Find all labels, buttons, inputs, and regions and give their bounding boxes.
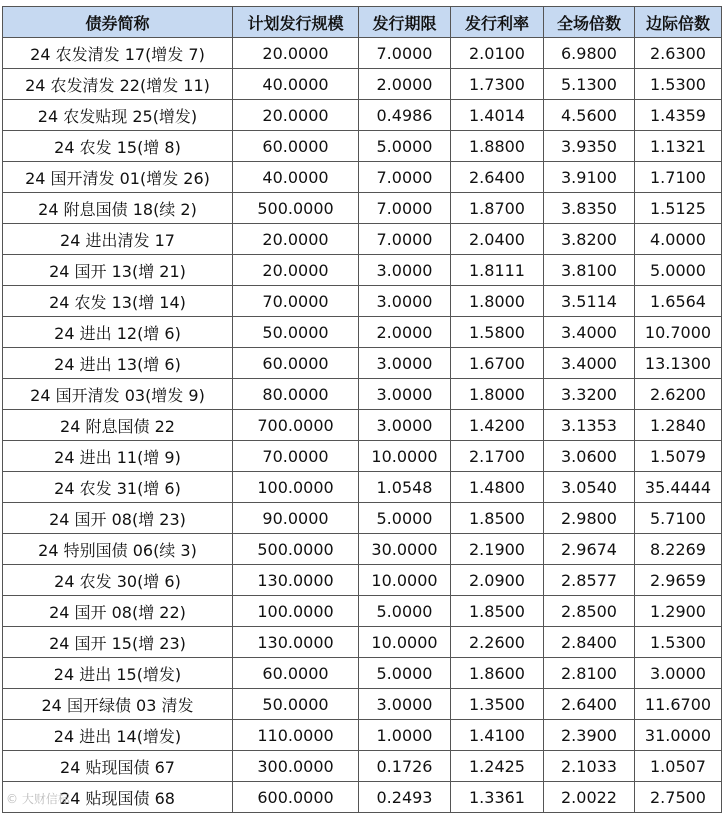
cell-marginal-multiple: 5.0000	[635, 255, 722, 286]
cell-overall-multiple: 3.1353	[544, 410, 635, 441]
cell-issue-rate: 1.8800	[451, 131, 544, 162]
table-row	[3, 472, 722, 503]
cell-bond-name: 24 特别国债 06(续 3)	[3, 534, 233, 565]
table-row	[3, 503, 722, 534]
cell-planned-issue-size: 60.0000	[233, 658, 359, 689]
cell-bond-name: 24 附息国债 18(续 2)	[3, 193, 233, 224]
table-body	[3, 38, 722, 813]
cell-overall-multiple: 4.5600	[544, 100, 635, 131]
cell-issue-term: 30.0000	[359, 534, 451, 565]
cell-overall-multiple: 2.9674	[544, 534, 635, 565]
header-overall-multiple: 全场倍数	[544, 7, 635, 38]
cell-issue-rate: 2.0100	[451, 38, 544, 69]
cell-overall-multiple: 2.1033	[544, 751, 635, 782]
cell-issue-term: 3.0000	[359, 348, 451, 379]
cell-issue-term: 5.0000	[359, 596, 451, 627]
cell-issue-rate: 1.8000	[451, 379, 544, 410]
cell-planned-issue-size: 130.0000	[233, 627, 359, 658]
cell-issue-term: 7.0000	[359, 162, 451, 193]
cell-marginal-multiple: 1.1321	[635, 131, 722, 162]
table-row	[3, 38, 722, 69]
cell-issue-term: 0.1726	[359, 751, 451, 782]
table-row	[3, 689, 722, 720]
cell-issue-rate: 1.4100	[451, 720, 544, 751]
table-row	[3, 410, 722, 441]
cell-bond-name: 24 国开 13(增 21)	[3, 255, 233, 286]
cell-overall-multiple: 2.8400	[544, 627, 635, 658]
cell-overall-multiple: 2.6400	[544, 689, 635, 720]
cell-planned-issue-size: 100.0000	[233, 472, 359, 503]
cell-planned-issue-size: 80.0000	[233, 379, 359, 410]
cell-issue-term: 10.0000	[359, 627, 451, 658]
cell-bond-name: 24 进出 14(增发)	[3, 720, 233, 751]
cell-issue-rate: 1.4014	[451, 100, 544, 131]
cell-overall-multiple: 3.0540	[544, 472, 635, 503]
table-row	[3, 286, 722, 317]
table-header	[3, 7, 722, 38]
cell-issue-rate: 2.0400	[451, 224, 544, 255]
cell-issue-term: 5.0000	[359, 131, 451, 162]
cell-planned-issue-size: 20.0000	[233, 224, 359, 255]
cell-bond-name: 24 贴现国债 67	[3, 751, 233, 782]
table-row	[3, 100, 722, 131]
cell-issue-term: 0.2493	[359, 782, 451, 813]
cell-planned-issue-size: 50.0000	[233, 317, 359, 348]
table-row	[3, 69, 722, 100]
cell-issue-term: 5.0000	[359, 658, 451, 689]
cell-planned-issue-size: 110.0000	[233, 720, 359, 751]
cell-issue-rate: 2.6400	[451, 162, 544, 193]
cell-overall-multiple: 3.3200	[544, 379, 635, 410]
cell-issue-term: 3.0000	[359, 689, 451, 720]
cell-marginal-multiple: 1.2840	[635, 410, 722, 441]
cell-overall-multiple: 3.4000	[544, 348, 635, 379]
cell-planned-issue-size: 20.0000	[233, 255, 359, 286]
cell-marginal-multiple: 1.6564	[635, 286, 722, 317]
cell-issue-rate: 1.7300	[451, 69, 544, 100]
cell-bond-name: 24 进出 11(增 9)	[3, 441, 233, 472]
cell-marginal-multiple: 1.5079	[635, 441, 722, 472]
cell-issue-term: 1.0000	[359, 720, 451, 751]
cell-marginal-multiple: 8.2269	[635, 534, 722, 565]
cell-bond-name: 24 农发贴现 25(增发)	[3, 100, 233, 131]
table-row	[3, 627, 722, 658]
cell-marginal-multiple: 10.7000	[635, 317, 722, 348]
cell-marginal-multiple: 5.7100	[635, 503, 722, 534]
cell-bond-name: 24 农发 30(增 6)	[3, 565, 233, 596]
cell-marginal-multiple: 4.0000	[635, 224, 722, 255]
cell-marginal-multiple: 1.5300	[635, 69, 722, 100]
cell-issue-term: 2.0000	[359, 69, 451, 100]
cell-issue-rate: 2.2600	[451, 627, 544, 658]
cell-planned-issue-size: 40.0000	[233, 162, 359, 193]
cell-planned-issue-size: 20.0000	[233, 38, 359, 69]
table-row	[3, 441, 722, 472]
cell-marginal-multiple: 2.6200	[635, 379, 722, 410]
cell-planned-issue-size: 500.0000	[233, 193, 359, 224]
cell-overall-multiple: 3.8200	[544, 224, 635, 255]
cell-bond-name: 24 贴现国债 68	[3, 782, 233, 813]
cell-bond-name: 24 国开 08(增 22)	[3, 596, 233, 627]
cell-issue-rate: 1.2425	[451, 751, 544, 782]
cell-planned-issue-size: 130.0000	[233, 565, 359, 596]
cell-marginal-multiple: 1.4359	[635, 100, 722, 131]
cell-bond-name: 24 进出 13(增 6)	[3, 348, 233, 379]
cell-planned-issue-size: 100.0000	[233, 596, 359, 627]
cell-bond-name: 24 国开 08(增 23)	[3, 503, 233, 534]
cell-overall-multiple: 3.8100	[544, 255, 635, 286]
cell-marginal-multiple: 11.6700	[635, 689, 722, 720]
cell-planned-issue-size: 60.0000	[233, 131, 359, 162]
cell-overall-multiple: 2.8100	[544, 658, 635, 689]
table-row	[3, 317, 722, 348]
cell-issue-term: 7.0000	[359, 38, 451, 69]
cell-marginal-multiple: 1.5300	[635, 627, 722, 658]
cell-bond-name: 24 国开清发 01(增发 26)	[3, 162, 233, 193]
cell-overall-multiple: 3.5114	[544, 286, 635, 317]
cell-issue-term: 3.0000	[359, 379, 451, 410]
cell-issue-term: 0.4986	[359, 100, 451, 131]
table-row	[3, 131, 722, 162]
cell-overall-multiple: 3.0600	[544, 441, 635, 472]
cell-marginal-multiple: 35.4444	[635, 472, 722, 503]
cell-overall-multiple: 3.8350	[544, 193, 635, 224]
cell-issue-term: 7.0000	[359, 224, 451, 255]
table-row	[3, 658, 722, 689]
cell-bond-name: 24 进出 15(增发)	[3, 658, 233, 689]
cell-issue-rate: 1.4800	[451, 472, 544, 503]
cell-issue-rate: 1.6700	[451, 348, 544, 379]
cell-issue-rate: 1.5800	[451, 317, 544, 348]
cell-overall-multiple: 3.4000	[544, 317, 635, 348]
cell-planned-issue-size: 700.0000	[233, 410, 359, 441]
table-row	[3, 193, 722, 224]
cell-overall-multiple: 2.8577	[544, 565, 635, 596]
cell-bond-name: 24 进出 12(增 6)	[3, 317, 233, 348]
cell-marginal-multiple: 1.2900	[635, 596, 722, 627]
cell-bond-name: 24 国开 15(增 23)	[3, 627, 233, 658]
header-row	[3, 7, 722, 38]
cell-planned-issue-size: 20.0000	[233, 100, 359, 131]
cell-marginal-multiple: 2.6300	[635, 38, 722, 69]
cell-planned-issue-size: 50.0000	[233, 689, 359, 720]
header-bond-name: 债券简称	[3, 7, 233, 38]
cell-issue-rate: 2.1900	[451, 534, 544, 565]
table-row	[3, 596, 722, 627]
cell-issue-term: 5.0000	[359, 503, 451, 534]
cell-issue-rate: 1.8500	[451, 503, 544, 534]
cell-bond-name: 24 农发清发 22(增发 11)	[3, 69, 233, 100]
table-row	[3, 224, 722, 255]
cell-issue-term: 3.0000	[359, 255, 451, 286]
cell-marginal-multiple: 2.9659	[635, 565, 722, 596]
cell-marginal-multiple: 1.7100	[635, 162, 722, 193]
cell-bond-name: 24 农发清发 17(增发 7)	[3, 38, 233, 69]
cell-issue-rate: 1.8700	[451, 193, 544, 224]
bond-issuance-table	[2, 6, 722, 813]
cell-bond-name: 24 农发 31(增 6)	[3, 472, 233, 503]
cell-marginal-multiple: 2.7500	[635, 782, 722, 813]
cell-issue-rate: 1.8111	[451, 255, 544, 286]
cell-overall-multiple: 5.1300	[544, 69, 635, 100]
cell-issue-term: 1.0548	[359, 472, 451, 503]
cell-overall-multiple: 3.9350	[544, 131, 635, 162]
cell-issue-rate: 1.8600	[451, 658, 544, 689]
cell-planned-issue-size: 90.0000	[233, 503, 359, 534]
cell-planned-issue-size: 600.0000	[233, 782, 359, 813]
cell-issue-term: 2.0000	[359, 317, 451, 348]
header-issue-rate: 发行利率	[451, 7, 544, 38]
table-row	[3, 720, 722, 751]
table-row	[3, 255, 722, 286]
header-planned-issue-size: 计划发行规模	[233, 7, 359, 38]
table-row	[3, 348, 722, 379]
cell-bond-name: 24 农发 13(增 14)	[3, 286, 233, 317]
cell-bond-name: 24 进出清发 17	[3, 224, 233, 255]
cell-issue-term: 10.0000	[359, 441, 451, 472]
cell-issue-rate: 1.3361	[451, 782, 544, 813]
table-row	[3, 782, 722, 813]
cell-overall-multiple: 2.8500	[544, 596, 635, 627]
cell-bond-name: 24 附息国债 22	[3, 410, 233, 441]
cell-overall-multiple: 2.0022	[544, 782, 635, 813]
cell-issue-rate: 1.8500	[451, 596, 544, 627]
cell-planned-issue-size: 500.0000	[233, 534, 359, 565]
header-marginal-multiple: 边际倍数	[635, 7, 722, 38]
cell-planned-issue-size: 70.0000	[233, 441, 359, 472]
table-row	[3, 565, 722, 596]
cell-overall-multiple: 2.9800	[544, 503, 635, 534]
cell-issue-term: 7.0000	[359, 193, 451, 224]
table-row	[3, 162, 722, 193]
table-row	[3, 534, 722, 565]
cell-marginal-multiple: 13.1300	[635, 348, 722, 379]
table-row	[3, 751, 722, 782]
cell-bond-name: 24 国开清发 03(增发 9)	[3, 379, 233, 410]
cell-issue-rate: 1.3500	[451, 689, 544, 720]
cell-marginal-multiple: 1.5125	[635, 193, 722, 224]
header-issue-term: 发行期限	[359, 7, 451, 38]
cell-issue-rate: 2.1700	[451, 441, 544, 472]
cell-marginal-multiple: 3.0000	[635, 658, 722, 689]
cell-planned-issue-size: 300.0000	[233, 751, 359, 782]
cell-issue-rate: 1.8000	[451, 286, 544, 317]
cell-planned-issue-size: 70.0000	[233, 286, 359, 317]
cell-overall-multiple: 6.9800	[544, 38, 635, 69]
watermark: © 大财信标	[6, 792, 70, 806]
cell-marginal-multiple: 1.0507	[635, 751, 722, 782]
cell-issue-term: 3.0000	[359, 286, 451, 317]
cell-issue-rate: 2.0900	[451, 565, 544, 596]
table-row	[3, 379, 722, 410]
cell-issue-term: 10.0000	[359, 565, 451, 596]
cell-issue-rate: 1.4200	[451, 410, 544, 441]
cell-planned-issue-size: 60.0000	[233, 348, 359, 379]
cell-overall-multiple: 3.9100	[544, 162, 635, 193]
cell-bond-name: 24 农发 15(增 8)	[3, 131, 233, 162]
bond-issuance-table-container	[2, 6, 722, 813]
cell-bond-name: 24 国开绿债 03 清发	[3, 689, 233, 720]
cell-marginal-multiple: 31.0000	[635, 720, 722, 751]
cell-overall-multiple: 2.3900	[544, 720, 635, 751]
cell-planned-issue-size: 40.0000	[233, 69, 359, 100]
cell-issue-term: 3.0000	[359, 410, 451, 441]
